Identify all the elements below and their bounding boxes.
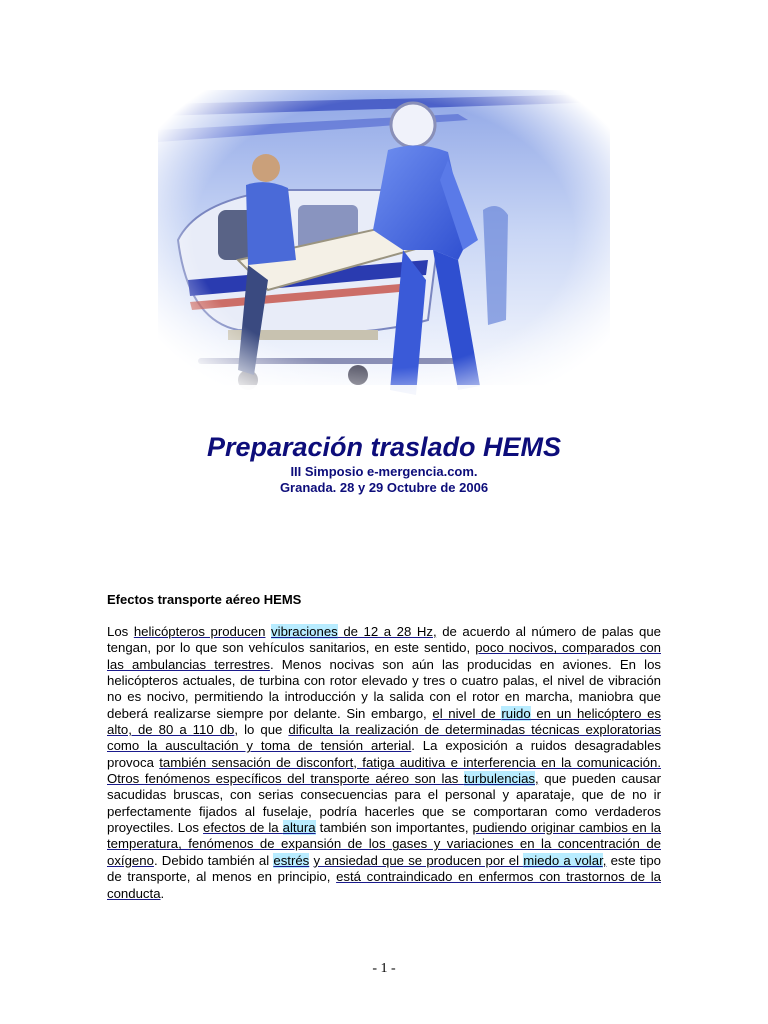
text-run: también son importantes, [315,820,473,836]
text-run: . Menos nocivas son aún las producidas en aviones. En los helicópteros actuales, de turbina con rotor elevado y tres o cuatro palas, el nivel de vibración no es nocivo, permitiendo la introducción y la salida con el rotor en marcha, maniobra que deberá realizarse siempre por delante. Sin embargo, [107,656,662,721]
underlined-text: poco nocivos, comparados con las ambulancias terrestres [107,640,661,672]
highlighted-text: estrés [273,852,310,868]
underlined-text: está contraindicado en enfermos con trastornos de la conducta [107,869,661,901]
underlined-text: pudiendo originar cambios en la temperatura, fenómenos de expansión de los gases y variaciones en la concentración de oxígeno [107,820,661,868]
underlined-text: , [535,771,539,787]
highlighted-text: vibraciones [271,624,338,639]
text-run: . Debido también al [153,852,274,868]
section-heading: Efectos transporte aéreo HEMS [107,592,302,607]
underlined-text: efectos de la [203,820,283,836]
underlined-text: , [602,852,607,868]
highlighted-text: ruido [501,705,531,721]
text-run: de acuerdo al número de palas que tengan, por lo que son vehículos sanitarios, en este sentido, [107,624,661,656]
highlighted-text: miedo a volar [523,852,603,868]
underlined-text: en un helicóptero es alto, de 80 a 110 db [107,705,662,738]
page-number: - 1 - [372,961,396,976]
underlined-text: dificulta la realización de determinadas técnicas exploratorias como la auscultación y toma de tensión arterial [107,722,662,754]
document-title: Preparación traslado HEMS [206,432,562,462]
event-date-place: Granada. 28 y 29 Octubre de 2006 [279,480,489,495]
text-run: este tipo de transporte, al menos en principio, [107,852,661,885]
underlined-text: también sensación de disconfort, fatiga auditiva e interferencia en la comunicación. [159,754,661,770]
body-paragraph [107,624,661,902]
event-name: III Simposio e-mergencia.com. [290,464,478,479]
underlined-text: el nivel de [432,705,502,721]
underlined-text: de 12 a 28 Hz, [337,624,437,639]
text-run: . La exposición a ruidos desagradables provoca [107,738,662,770]
underlined-text: y ansiedad que se producen por el [313,852,524,868]
text-run: que pueden causar sacudidas bruscas, con serias consecuencias para el personal y aparataje, que de no ir perfectamente fijados al fuselaje, podría hacerles que se comportaran como verdaderos proyectiles. Los [107,771,661,836]
title-block [0,430,768,496]
highlighted-text: altura [282,820,316,836]
cover-photo [158,90,610,410]
text-run: , lo que [234,722,289,738]
highlighted-text: turbulencias [463,771,535,787]
underlined-text: Otros fenómenos específicos del transporte aéreo son las [107,771,464,787]
text-run: Los [107,624,134,639]
helicopter-medical-transfer-photo [158,90,610,410]
text-run: . [160,885,165,901]
underlined-text: helicópteros producen [133,624,266,639]
